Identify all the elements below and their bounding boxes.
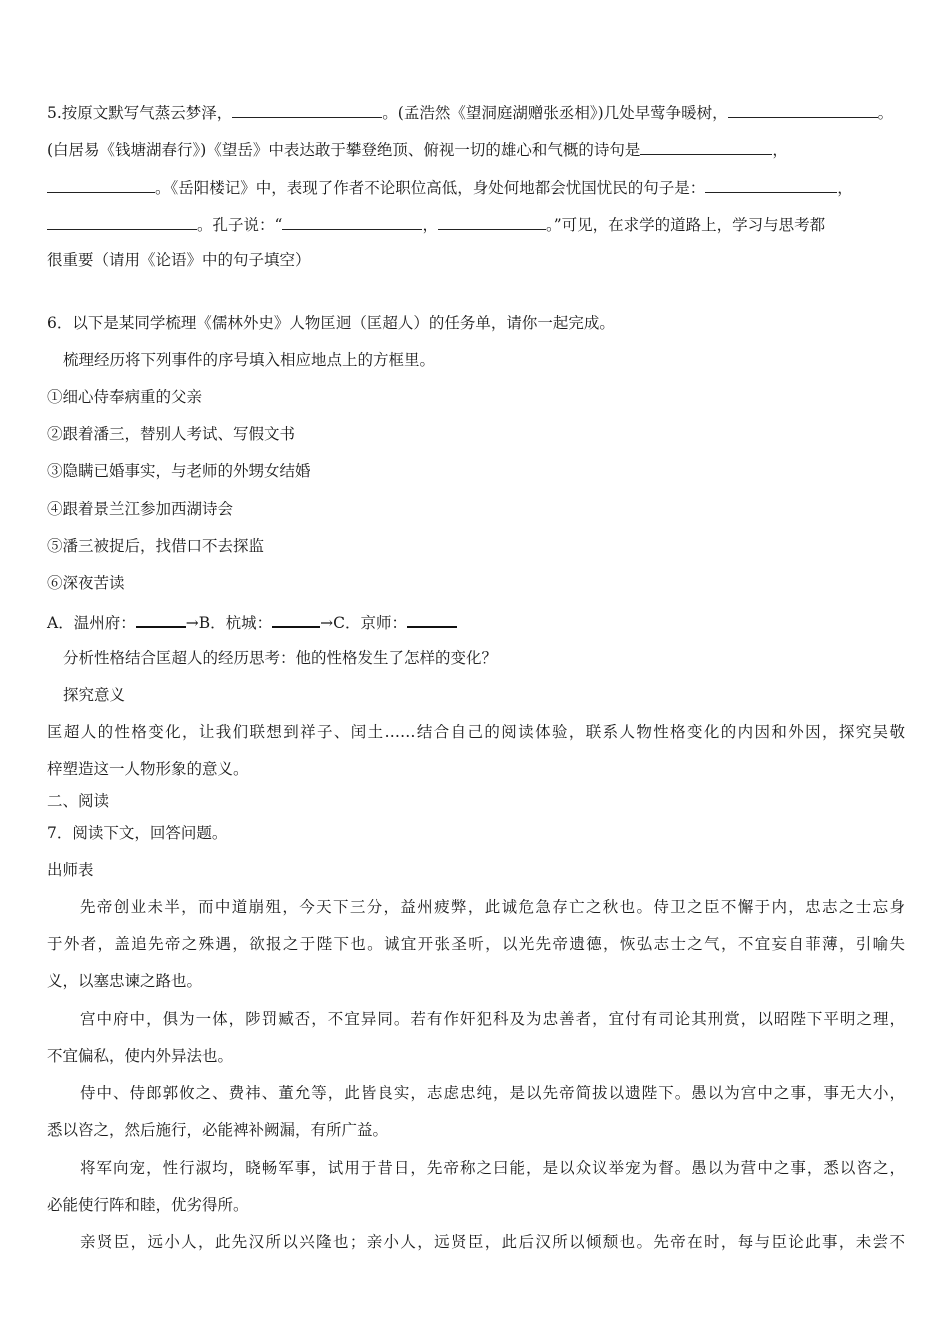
passage-line: 亲贤臣，远小人，此先汉所以兴隆也；亲小人，远贤臣，此后汉所以倾颓也。先帝在时，每与臣论此事，未尝不 — [80, 1233, 905, 1251]
q5-text: 。(孟浩然《望洞庭湖赠张丞相》)几处早莺争暖树， — [382, 104, 728, 122]
q5-line-3 — [47, 176, 853, 198]
answer-blank[interactable] — [640, 138, 772, 155]
q5-text: ， — [837, 179, 853, 197]
place-label-c: →C．京师： — [320, 614, 407, 632]
q7-intro: 7．阅读下文，回答问题。 — [47, 824, 228, 842]
q6-task-analyze: 分析性格结合匡超人的经历思考：他的性格发生了怎样的变化？ — [63, 649, 498, 667]
passage-line: 宫中府中，俱为一体，陟罚臧否，不宜异同。若有作奸犯科及为忠善者，宜付有司论其刑赏，以昭陛下平明之理， — [80, 1010, 905, 1028]
answer-blank[interactable] — [705, 176, 837, 193]
place-a-blank[interactable] — [136, 611, 186, 628]
passage-line: 必能使行阵和睦，优劣得所。 — [47, 1196, 249, 1214]
answer-blank[interactable] — [47, 176, 155, 193]
q5-text: (白居易《钱塘湖春行》)《望岳》中表达敢于攀登绝顶、俯视一切的雄心和气概的诗句是 — [47, 141, 641, 159]
passage-line: 将军向宠，性行淑均，晓畅军事，试用于昔日，先帝称之曰能，是以众议举宠为督。愚以为营中之事，悉以咨之， — [80, 1159, 905, 1177]
q6-places-line — [47, 611, 457, 633]
q6-event-item: ②跟着潘三，替别人考试、写假文书 — [47, 425, 296, 443]
answer-blank[interactable] — [282, 213, 422, 230]
place-b-blank[interactable] — [272, 611, 320, 628]
q6-event-item: ⑤潘三被捉后，找借口不去探监 — [47, 537, 265, 555]
place-label-b: →B．杭城： — [185, 614, 273, 632]
passage-line: 先帝创业未半，而中道崩殂，今天下三分，益州疲弊，此诚危急存亡之秋也。侍卫之臣不懈于内，忠志之士忘身 — [80, 898, 905, 916]
answer-blank[interactable] — [232, 101, 382, 118]
q5-text: 。《岳阳楼记》中，表现了作者不论职位高低，身处何地都会忧国忧民的句子是： — [155, 179, 706, 197]
passage-line: 于外者，盖追先帝之殊遇，欲报之于陛下也。诚宜开张圣听，以光先帝遗德，恢弘志士之气，不宜妄自菲薄，引喻失 — [47, 935, 905, 953]
passage-line: 侍中、侍郎郭攸之、费祎、董允等，此皆良实，志虑忠纯，是以先帝简拔以遗陛下。愚以为宫中之事，事无大小， — [80, 1084, 905, 1102]
q6-event-item: ④跟着景兰江参加西湖诗会 — [47, 500, 234, 518]
q5-line-1 — [47, 101, 893, 123]
q5-text: 5.按原文默写气蒸云梦泽， — [47, 104, 233, 122]
q6-event-item: ③隐瞒已婚事实，与老师的外甥女结婚 — [47, 462, 311, 480]
q5-text: ， — [422, 216, 438, 234]
q6-task-explore: 探究意义 — [63, 686, 126, 704]
passage-line: 不宜偏私，使内外异法也。 — [47, 1047, 234, 1065]
place-label-a: A．温州府： — [47, 614, 136, 632]
answer-blank[interactable] — [47, 213, 197, 230]
q5-line-5: 很重要（请用《论语》中的句子填空） — [47, 251, 311, 269]
passage-line: 义，以塞忠谏之路也。 — [47, 972, 203, 990]
q6-intro: 6．以下是某同学梳理《儒林外史》人物匡迥（匡超人）的任务单，请你一起完成。 — [47, 314, 615, 332]
q5-text: 。孔子说：“ — [197, 216, 283, 234]
q6-task-sort: 梳理经历将下列事件的序号填入相应地点上的方框里。 — [63, 351, 436, 369]
q5-text: ， — [772, 141, 788, 159]
passage-line: 悉以咨之，然后施行，必能裨补阙漏，有所广益。 — [47, 1121, 389, 1139]
answer-blank[interactable] — [728, 101, 878, 118]
q5-line-4 — [47, 213, 825, 235]
q6-event-item: ⑥深夜苦读 — [47, 574, 125, 592]
q6-explore-text-2: 梓塑造这一人物形象的意义。 — [47, 760, 249, 778]
answer-blank[interactable] — [438, 213, 546, 230]
q6-explore-text-1: 匡超人的性格变化，让我们联想到祥子、闰土……结合自己的阅读体验，联系人物性格变化的内因和外因，探究吴敬 — [47, 723, 905, 741]
q5-text: 。 — [877, 104, 894, 122]
passage-title: 出师表 — [47, 861, 94, 879]
q5-text: 。”可见，在求学的道路上，学习与思考都 — [545, 216, 826, 234]
q5-line-2 — [47, 138, 788, 160]
q6-event-item: ①细心侍奉病重的父亲 — [47, 388, 203, 406]
place-c-blank[interactable] — [407, 611, 457, 628]
section-heading: 二、阅读 — [47, 792, 110, 810]
